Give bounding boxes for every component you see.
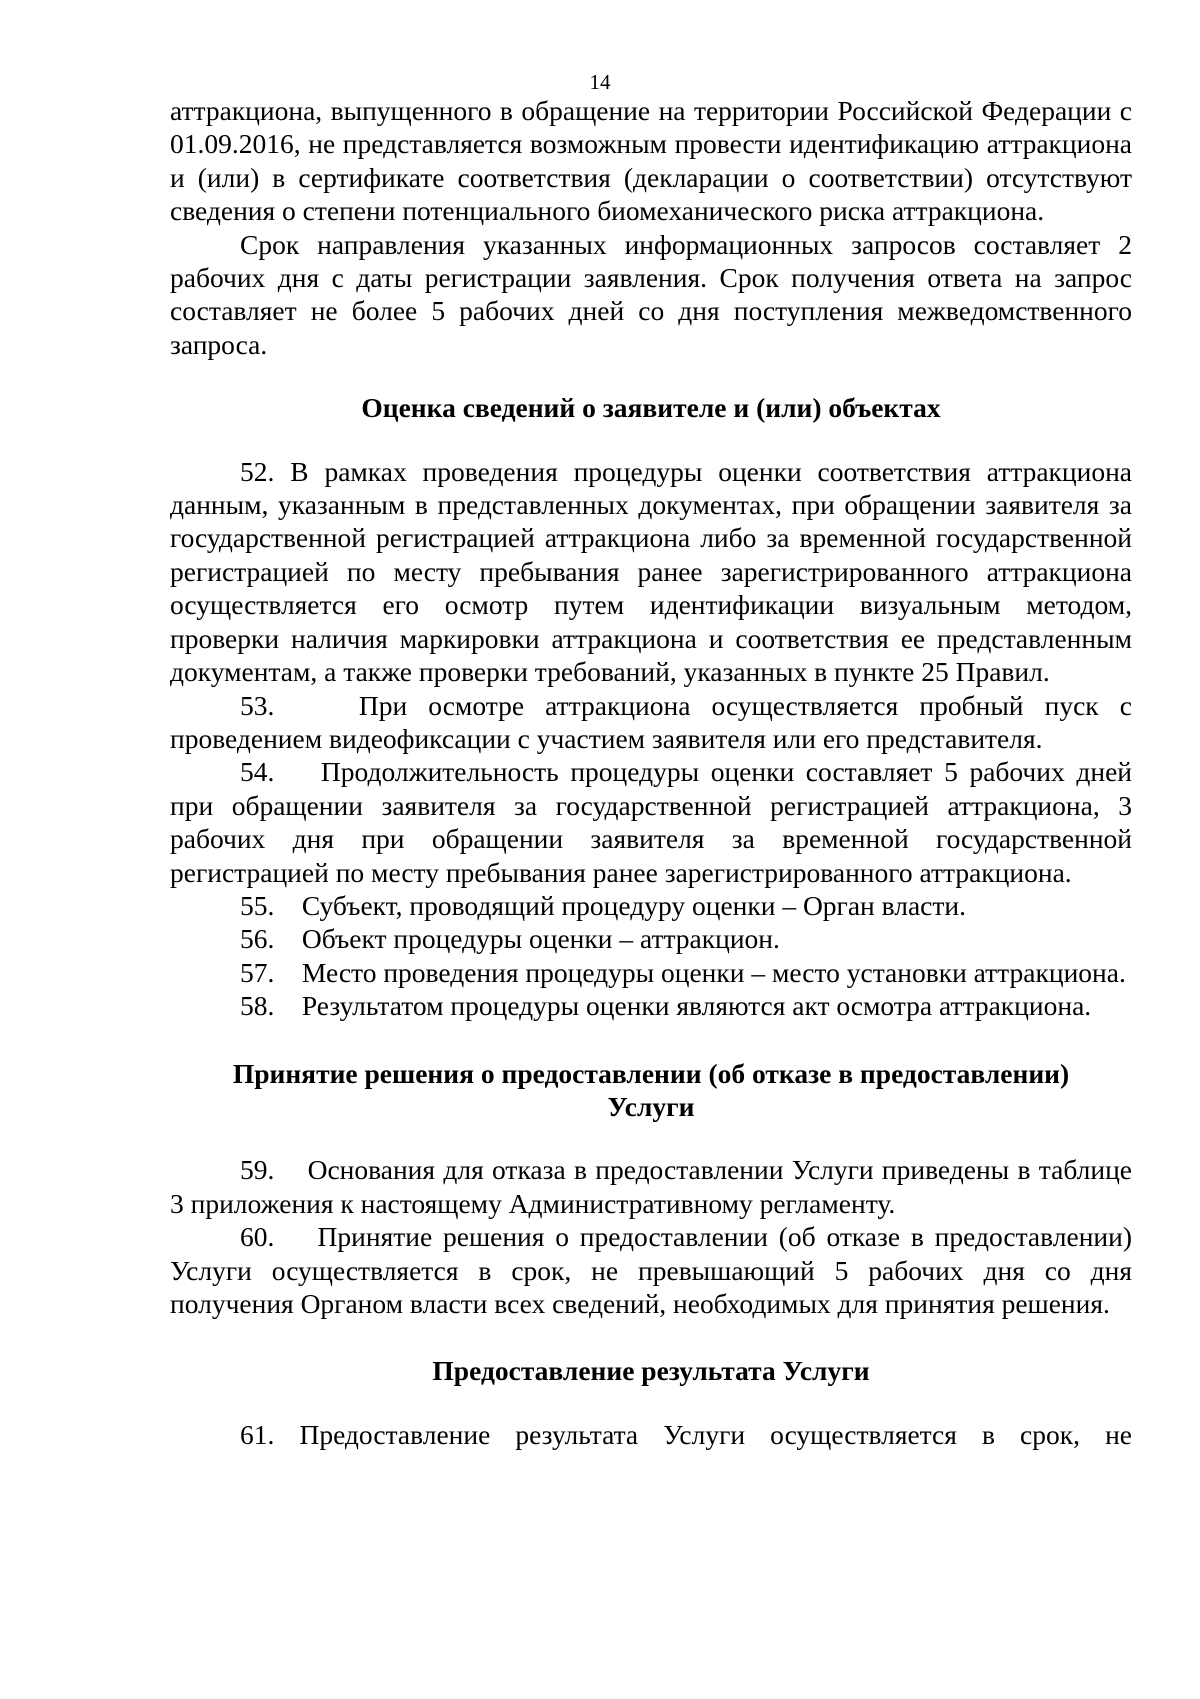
document-body [170, 94, 1132, 1451]
paragraph-60: 60. Принятие решения о предоставлении (об отказе в предоставлении) Услуги осуществляется в срок, не превышающий 5 рабочих дня со дня получения Органом власти всех сведений, необходимых для принятия решения. [170, 1221, 1132, 1319]
paragraph-54: 54. Продолжительность процедуры оценки составляет 5 рабочих дней при обращении заявителя за государственной регистрацией аттракциона, 3 рабочих дня при обращении заявителя за временной государственной регистрацией по месту пребывания ранее зарегистрированного аттракциона. [170, 756, 1132, 888]
heading-decision-line1: Принятие решения о предоставлении (об отказе в предоставлении) [232, 1057, 1070, 1089]
paragraph-continuation: аттракциона, выпущенного в обращение на территории Российской Федерации с 01.09.2016, не представляется возможным провести идентификацию аттракциона и (или) в сертификате соответствия (декларации о соответствии) отсутствуют сведения о степени потенциального биомеханического риска аттракциона. [170, 95, 1132, 227]
paragraph-57: 57. Место проведения процедуры оценки – место установки аттракциона. [240, 956, 1126, 988]
result-section [170, 1418, 1132, 1451]
decision-section [170, 1153, 1132, 1320]
paragraph-53: 53. При осмотре аттракциона осуществляется пробный пуск с проведением видеофиксации с участием заявителя или его представителя. [170, 689, 1132, 754]
paragraph-55: 55. Субъект, проводящий процедуру оценки – Орган власти. [240, 889, 966, 921]
paragraph-52: 52. В рамках проведения процедуры оценки соответствия аттракциона данным, указанным в представленных документах, при обращении заявителя за государственной регистрацией аттракциона либо за временной государственной регистрацией по месту пребывания ранее зарегистрированного аттракциона осуществляется его осмотр путем идентификации визуальным методом, проверки наличия маркировки аттракциона и соответствия ее представленным документам, а также проверки требований, указанных в пункте 25 Правил. [170, 455, 1132, 688]
paragraph-56: 56. Объект процедуры оценки – аттракцион. [240, 923, 780, 955]
heading-decision [170, 1057, 1132, 1124]
paragraph-request-deadline: Срок направления указанных информационных запросов составляет 2 рабочих дня с даты регистрации заявления. Срок получения ответа на запрос составляет не более 5 рабочих дней со дня поступления межведомственного запроса. [170, 228, 1132, 360]
paragraph-61: 61. Предоставление результата Услуги осуществляется в срок, не [240, 1418, 1132, 1450]
page-number: 14 [589, 70, 611, 94]
heading-result: Предоставление результата Услуги [432, 1355, 870, 1387]
paragraph-58: 58. Результатом процедуры оценки являются акт осмотра аттракциона. [240, 990, 1092, 1022]
assessment-section [170, 455, 1132, 1023]
heading-decision-line2: Услуги [607, 1090, 695, 1122]
paragraph-59: 59. Основания для отказа в предоставлении Услуги приведены в таблице 3 приложения к настоящему Административному регламенту. [170, 1154, 1132, 1219]
heading-assessment: Оценка сведений о заявителе и (или) объектах [361, 392, 941, 424]
